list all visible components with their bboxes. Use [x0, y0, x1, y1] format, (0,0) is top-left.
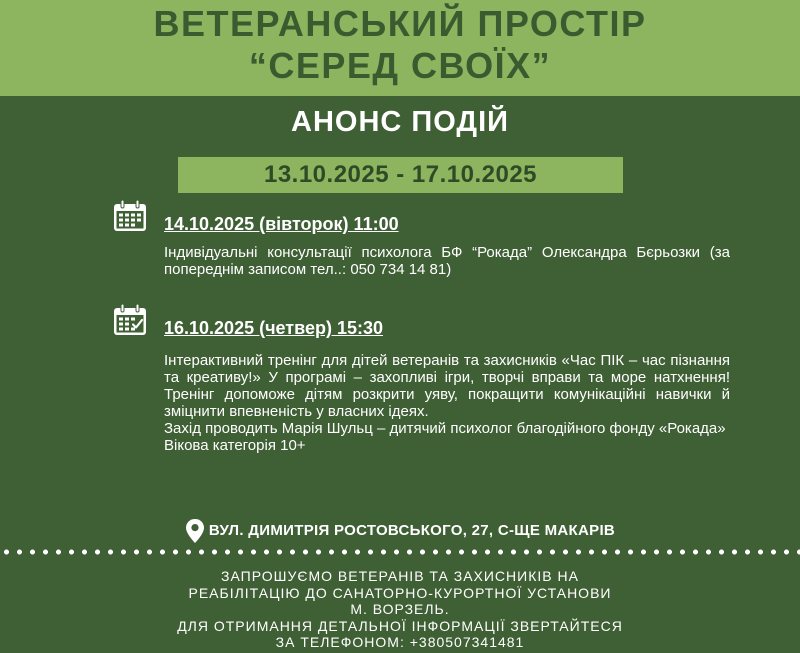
- date-range-badge: 13.10.2025 - 17.10.2025: [178, 157, 623, 193]
- footer-line: ДЛЯ ОТРИМАННЯ ДЕТАЛЬНОЇ ІНФОРМАЦІЇ ЗВЕРТАЙТЕСЯ: [177, 617, 623, 634]
- event-1-description: Індивідуальні консультації психолога БФ “Рокада” Олександра Бєрьозки (за попереднім записом тел..: 050 734 14 81): [164, 244, 730, 278]
- event-2-organizer: Захід проводить Марія Шульц – дитячий психолог благодійного фонду «Рокада»: [164, 420, 726, 437]
- event-2-datetime: 16.10.2025 (четвер) 15:30: [164, 318, 383, 338]
- footer-line: ЗАПРОШУЄМО ВЕТЕРАНІВ ТА ЗАХИСНИКІВ НА: [221, 568, 579, 584]
- title-line-2: “СЕРЕД СВОЇХ”: [248, 45, 552, 86]
- calendar-icon: [112, 199, 148, 233]
- dotted-divider: [0, 549, 800, 555]
- footer-line: РЕАБІЛІТАЦІЮ ДО САНАТОРНО-КУРОРТНОЇ УСТАНОВИ: [188, 584, 612, 601]
- event-2-paragraph: Інтерактивний тренінг для дітей ветеранів та захисників «Час ПІК – час пізнання та креативу!» У програмі – захопливі ігри, творчі вправи та море натхнення! Тренінг допоможе дітям розкрити уяву, покращити комунікаційні навички й зміцнити впевненість у власних ідеях.: [164, 352, 730, 420]
- announce-heading: АНОНС ПОДІЙ: [291, 106, 509, 138]
- event-2-age-category: Вікова категорія 10+: [164, 437, 306, 454]
- footer-invitation: [0, 568, 800, 651]
- footer-line: М. ВОРЗЕЛЬ.: [350, 601, 450, 617]
- footer-phone-line: ЗА ТЕЛЕФОНОМ: +380507341481: [275, 634, 525, 650]
- event-2-description: [164, 352, 730, 454]
- map-pin-icon: [185, 518, 205, 544]
- location: [0, 518, 800, 544]
- header-banner: [0, 0, 800, 96]
- location-address: ВУЛ. ДИМИТРІЯ РОСТОВСЬКОГО, 27, С-ЩЕ МАКАРІВ: [208, 522, 616, 540]
- event-1-datetime: 14.10.2025 (вівторок) 11:00: [164, 214, 399, 234]
- title-line-1: ВЕТЕРАНСЬКИЙ ПРОСТІР: [153, 3, 647, 44]
- calendar-check-icon: [112, 303, 148, 337]
